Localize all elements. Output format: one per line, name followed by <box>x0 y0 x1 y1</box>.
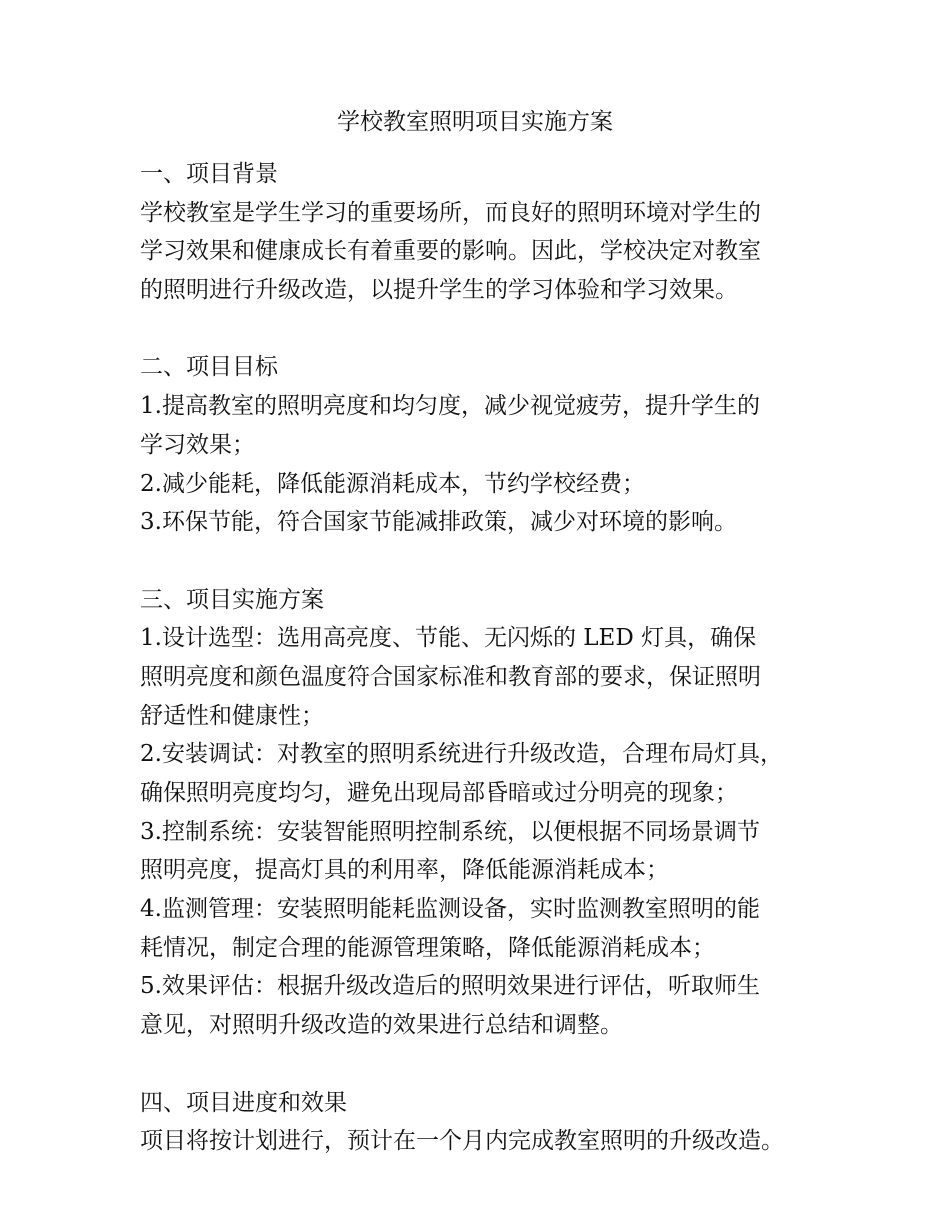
paragraph-line: 3.环保节能，符合国家节能减排政策，减少对环境的影响。 <box>140 509 737 536</box>
paragraph-line: 2.减少能耗，降低能源消耗成本，节约学校经费； <box>140 470 645 497</box>
section-heading-goals: 二、项目目标 <box>140 354 278 381</box>
paragraph-line: 耗情况，制定合理的能源管理策略，降低能源消耗成本； <box>140 934 715 961</box>
document-body <box>140 155 840 1161</box>
paragraph-line: 5.效果评估：根据升级改造后的照明效果进行评估，听取师生 <box>140 973 760 1000</box>
paragraph-spacer <box>140 1045 840 1084</box>
document-title: 学校教室照明项目实施方案 <box>337 109 613 135</box>
paragraph-spacer <box>140 310 840 349</box>
paragraph-line: 确保照明亮度均匀，避免出现局部昏暗或过分明亮的现象； <box>140 780 738 806</box>
paragraph-line: 3.控制系统：安装智能照明控制系统，以便根据不同场景调节 <box>140 818 760 845</box>
paragraph-line: 的照明进行升级改造，以提升学生的学习体验和学习效果。 <box>140 277 738 304</box>
paragraph-line: 学习效果； <box>140 431 255 458</box>
paragraph-line: 意见，对照明升级改造的效果进行总结和调整。 <box>140 1012 623 1039</box>
paragraph-line: 照明亮度和颜色温度符合国家标准和教育部的要求，保证照明 <box>140 663 761 690</box>
paragraph-line: 学校教室是学生学习的重要场所，而良好的照明环境对学生的 <box>140 199 761 226</box>
paragraph-line: 项目将按计划进行，预计在一个月内完成教室照明的升级改造。 <box>140 1128 784 1155</box>
paragraph-line: 2.安装调试：对教室的照明系统进行升级改造，合理布局灯具， <box>140 741 783 768</box>
paragraph-line: 1.设计选型：选用高亮度、节能、无闪烁的 LED 灯具，确保 <box>140 625 757 652</box>
paragraph-spacer <box>140 542 840 581</box>
paragraph-line: 舒适性和健康性； <box>140 702 324 729</box>
section-heading-background: 一、项目背景 <box>140 161 278 187</box>
paragraph-line: 照明亮度，提高灯具的利用率，降低能源消耗成本； <box>140 857 669 884</box>
section-heading-schedule: 四、项目进度和效果 <box>140 1089 347 1116</box>
section-heading-implementation: 三、项目实施方案 <box>140 586 324 613</box>
paragraph-line: 1.提高教室的照明亮度和均匀度，减少视觉疲劳，提升学生的 <box>140 393 760 420</box>
paragraph-line: 4.监测管理：安装照明能耗监测设备，实时监测教室照明的能 <box>140 896 760 923</box>
paragraph-line: 学习效果和健康成长有着重要的影响。因此，学校决定对教室 <box>140 238 761 265</box>
